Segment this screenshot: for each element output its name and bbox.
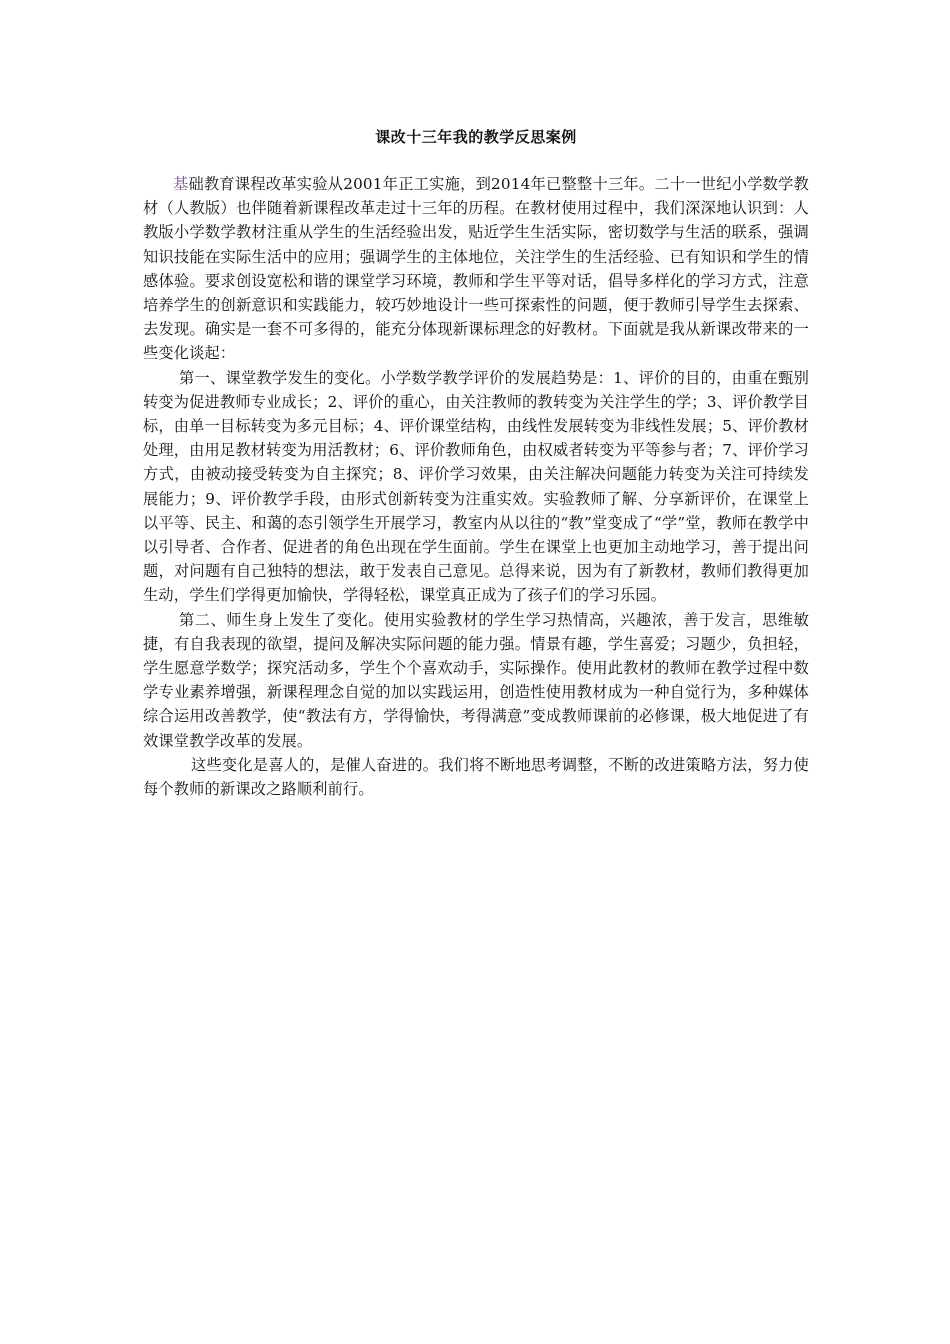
paragraph-conclusion: 这些变化是喜人的，是催人奋进的。我们将不断地思考调整，不断的改进策略方法，努力使每个教师的新课改之路顺利前行。 — [143, 755, 809, 799]
paragraph-classroom-change: 第一、课堂教学发生的变化。小学数学教学评价的发展趋势是：1、评价的目的，由重在甄别转变为促进教师专业成长；2、评价的重心，由关注教师的教转变为关注学生的学；3、评价教学目标，由单一目标转变为多元目标；4、评价课堂结构，由线性发展转变为非线性发展；5、评价教材处理，由用足教材转变为用活教材；6、评价教师角色，由权威者转变为平等参与者；7、评价学习方式，由被动接受转变为自主探究；8、评价学习效果，由关注解决问题能力转变为关注可持续发展能力；9、评价教学手段，由形式创新转变为注重实效。实验教师了解、分享新评价，在课堂上以平等、民主、和蔼的态引领学生开展学习，教室内从以往的“教”堂变成了“学”堂，教师在教学中以引导者、合作者、促进者的角色出现在学生面前。学生在课堂上也更加主动地学习，善于提出问题，对问题有自己独特的想法，敢于发表自己意见。总得来说，因为有了新教材，教师们教得更加生动，学生们学得更加愉快，学得轻松，课堂真正成为了孩子们的学习乐园。 — [143, 368, 810, 605]
document-body — [143, 126, 809, 801]
paragraph-teacher-student-change: 第二、师生身上发生了变化。使用实验教材的学生学习热情高，兴趣浓，善于发言，思维敏捷，有自我表现的欲望，提问及解决实际问题的能力强。情景有趣，学生喜爱；习题少，负担轻，学生愿意学数学；探究活动多，学生个个喜欢动手，实际操作。使用此教材的教师在教学过程中数学专业素养增强，新课程理念自觉的加以实践运用，创造性使用教材成为一种自觉行为，多种媒体综合运用改善教学，使“教法有方，学得愉快，考得满意”变成教师课前的必修课，极大地促进了有效课堂教学改革的发展。 — [143, 610, 809, 750]
paragraph-intro-text: 础教育课程改革实验从2001年正工实施，到2014年已整整十三年。二十一世纪小学数学教材（人教版）也伴随着新课程改革走过十三年的历程。在教材使用过程中，我们深深地认识到：人教版小学数学教材注重从学生的生活经验出发，贴近学生生活实际，密切数学与生活的联系，强调知识技能在实际生活中的应用；强调学生的主体地位，关注学生的生活经验、已有知识和学生的情感体验。要求创设宽松和谐的课堂学习环境，教师和学生平等对话，倡导多样化的学习方式，注意培养学生的创新意识和实践能力，较巧妙地设计一些可探索性的问题，便于教师引导学生去探索、去发现。确实是一套不可多得的，能充分体现新课标理念的好教材。下面就是我从新课改带来的一些变化谈起： — [143, 175, 810, 363]
paragraph-intro — [143, 172, 809, 366]
document-title: 课改十三年我的教学反思案例 — [375, 128, 577, 146]
first-character: 基 — [173, 175, 189, 193]
